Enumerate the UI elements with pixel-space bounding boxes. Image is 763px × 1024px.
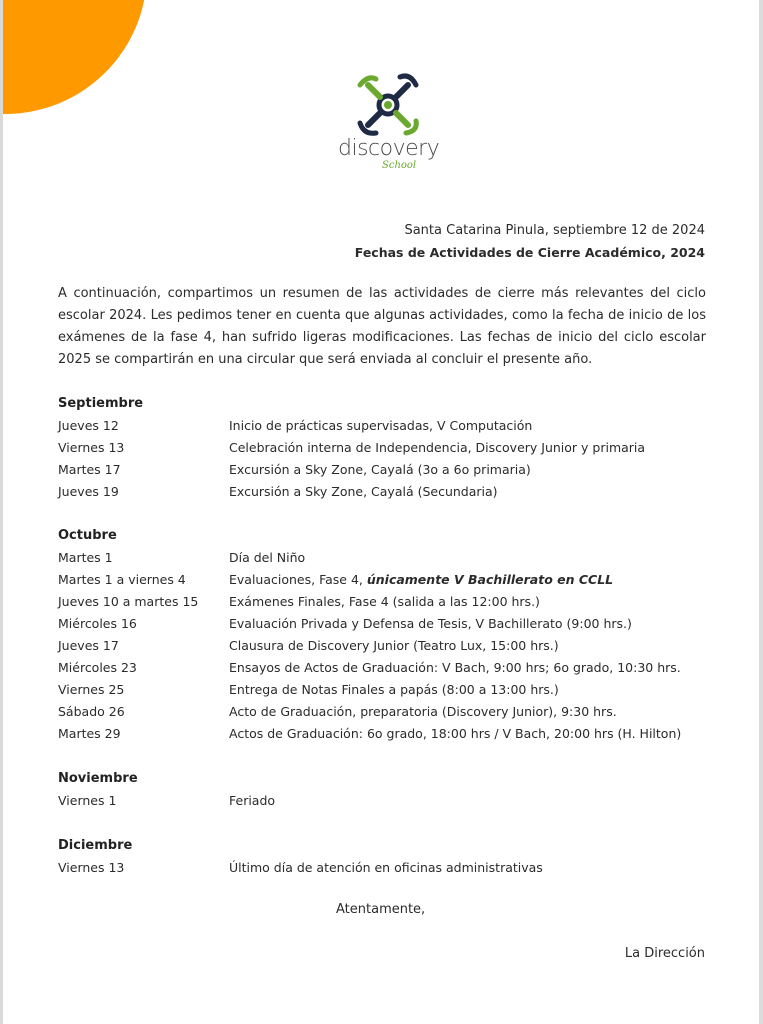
school-logo	[338, 72, 438, 176]
event-description-text: Actos de Graduación: 6o grado, 18:00 hrs / V Bach, 20:00 hrs (H. Hilton)	[229, 726, 682, 741]
logo-subtitle: School	[382, 160, 417, 171]
event-date: Martes 17	[58, 462, 121, 477]
event-date: Martes 1	[58, 550, 113, 565]
event-date: Miércoles 16	[58, 616, 137, 631]
month-heading: Noviembre	[58, 771, 138, 786]
event-date: Sábado 26	[58, 704, 125, 719]
logo-wordmark: discovery	[338, 136, 440, 161]
event-description-text: Día del Niño	[229, 550, 306, 565]
page-edge-right	[759, 0, 763, 1024]
event-row	[58, 459, 718, 481]
event-description-text: Evaluaciones, Fase 4,	[229, 572, 367, 587]
event-row	[58, 657, 718, 679]
event-date: Martes 1 a viernes 4	[58, 572, 186, 587]
event-description-text: Excursión a Sky Zone, Cayalá (Secundaria)	[229, 484, 498, 499]
event-description	[229, 547, 718, 569]
event-row	[58, 591, 718, 613]
event-date: Jueves 19	[58, 484, 119, 499]
event-description	[229, 459, 718, 481]
event-description-text: Entrega de Notas Finales a papás (8:00 a 13:00 hrs.)	[229, 682, 559, 697]
event-description	[229, 437, 718, 459]
event-description-text: Feriado	[229, 793, 276, 808]
place-date: Santa Catarina Pinula, septiembre 12 de 2024	[404, 223, 705, 238]
month-section-noviembre	[58, 768, 718, 812]
event-description-text: Celebración interna de Independencia, Discovery Junior y primaria	[229, 440, 646, 455]
event-row	[58, 723, 718, 745]
event-description	[229, 679, 718, 701]
event-row	[58, 790, 718, 812]
event-row	[58, 547, 718, 569]
event-description	[229, 613, 718, 635]
event-description	[229, 481, 718, 503]
event-description	[229, 723, 718, 745]
event-description	[229, 569, 718, 591]
event-date: Viernes 25	[58, 682, 125, 697]
event-row	[58, 679, 718, 701]
event-description	[229, 857, 718, 879]
document-title: Fechas de Actividades de Cierre Académico, 2024	[354, 245, 705, 260]
event-date: Martes 29	[58, 726, 121, 741]
event-row	[58, 857, 718, 879]
month-heading: Septiembre	[58, 396, 144, 411]
event-description-text: Último día de atención en oficinas administrativas	[229, 860, 543, 875]
month-heading: Diciembre	[58, 838, 133, 853]
event-description-emphasis: únicamente V Bachillerato en CCLL	[366, 572, 614, 587]
event-date: Jueves 12	[58, 418, 119, 433]
event-description-text: Inicio de prácticas supervisadas, V Computación	[229, 418, 533, 433]
closing: Atentamente,	[336, 902, 426, 917]
month-heading: Octubre	[58, 528, 117, 543]
month-section-septiembre	[58, 393, 718, 503]
orange-corner-decoration	[3, 0, 145, 114]
event-description-text: Exámenes Finales, Fase 4 (salida a las 12:00 hrs.)	[229, 594, 540, 609]
event-description	[229, 415, 718, 437]
page-edge-left	[0, 0, 3, 1024]
event-date: Miércoles 23	[58, 660, 137, 675]
event-description-text: Excursión a Sky Zone, Cayalá (3o a 6o primaria)	[229, 462, 531, 477]
event-date: Viernes 13	[58, 860, 125, 875]
logo-emblem-icon	[338, 72, 438, 138]
event-description	[229, 790, 718, 812]
event-row	[58, 701, 718, 723]
event-description-text: Evaluación Privada y Defensa de Tesis, V Bachillerato (9:00 hrs.)	[229, 616, 632, 631]
event-row	[58, 415, 718, 437]
intro-paragraph: A continuación, compartimos un resumen de las actividades de cierre más relevantes del ciclo escolar 2024. Les pedimos tener en cuenta que algunas actividades, como la fecha de inicio de los exámenes de la fase 4, han sufrido ligeras modificaciones. Las fechas de inicio del ciclo escolar 2025 se compartirán en una circular que será enviada al concluir el presente año.	[58, 286, 706, 367]
letter-header	[355, 220, 705, 264]
event-description	[229, 701, 718, 723]
event-description-text: Clausura de Discovery Junior (Teatro Lux, 15:00 hrs.)	[229, 638, 559, 653]
event-row	[58, 437, 718, 459]
event-date: Jueves 17	[58, 638, 119, 653]
event-row	[58, 569, 718, 591]
event-description-text: Acto de Graduación, preparatoria (Discovery Junior), 9:30 hrs.	[229, 704, 617, 719]
event-row	[58, 481, 718, 503]
month-section-diciembre	[58, 835, 718, 879]
event-row	[58, 613, 718, 635]
event-description	[229, 657, 718, 679]
event-date: Viernes 1	[58, 793, 117, 808]
event-date: Jueves 10 a martes 15	[58, 594, 199, 609]
event-date: Viernes 13	[58, 440, 125, 455]
event-row	[58, 635, 718, 657]
event-description	[229, 635, 718, 657]
month-section-octubre	[58, 525, 718, 745]
event-description	[229, 591, 718, 613]
signature: La Dirección	[624, 946, 705, 961]
event-description-text: Ensayos de Actos de Graduación: V Bach, 9:00 hrs; 6o grado, 10:30 hrs.	[229, 660, 681, 675]
